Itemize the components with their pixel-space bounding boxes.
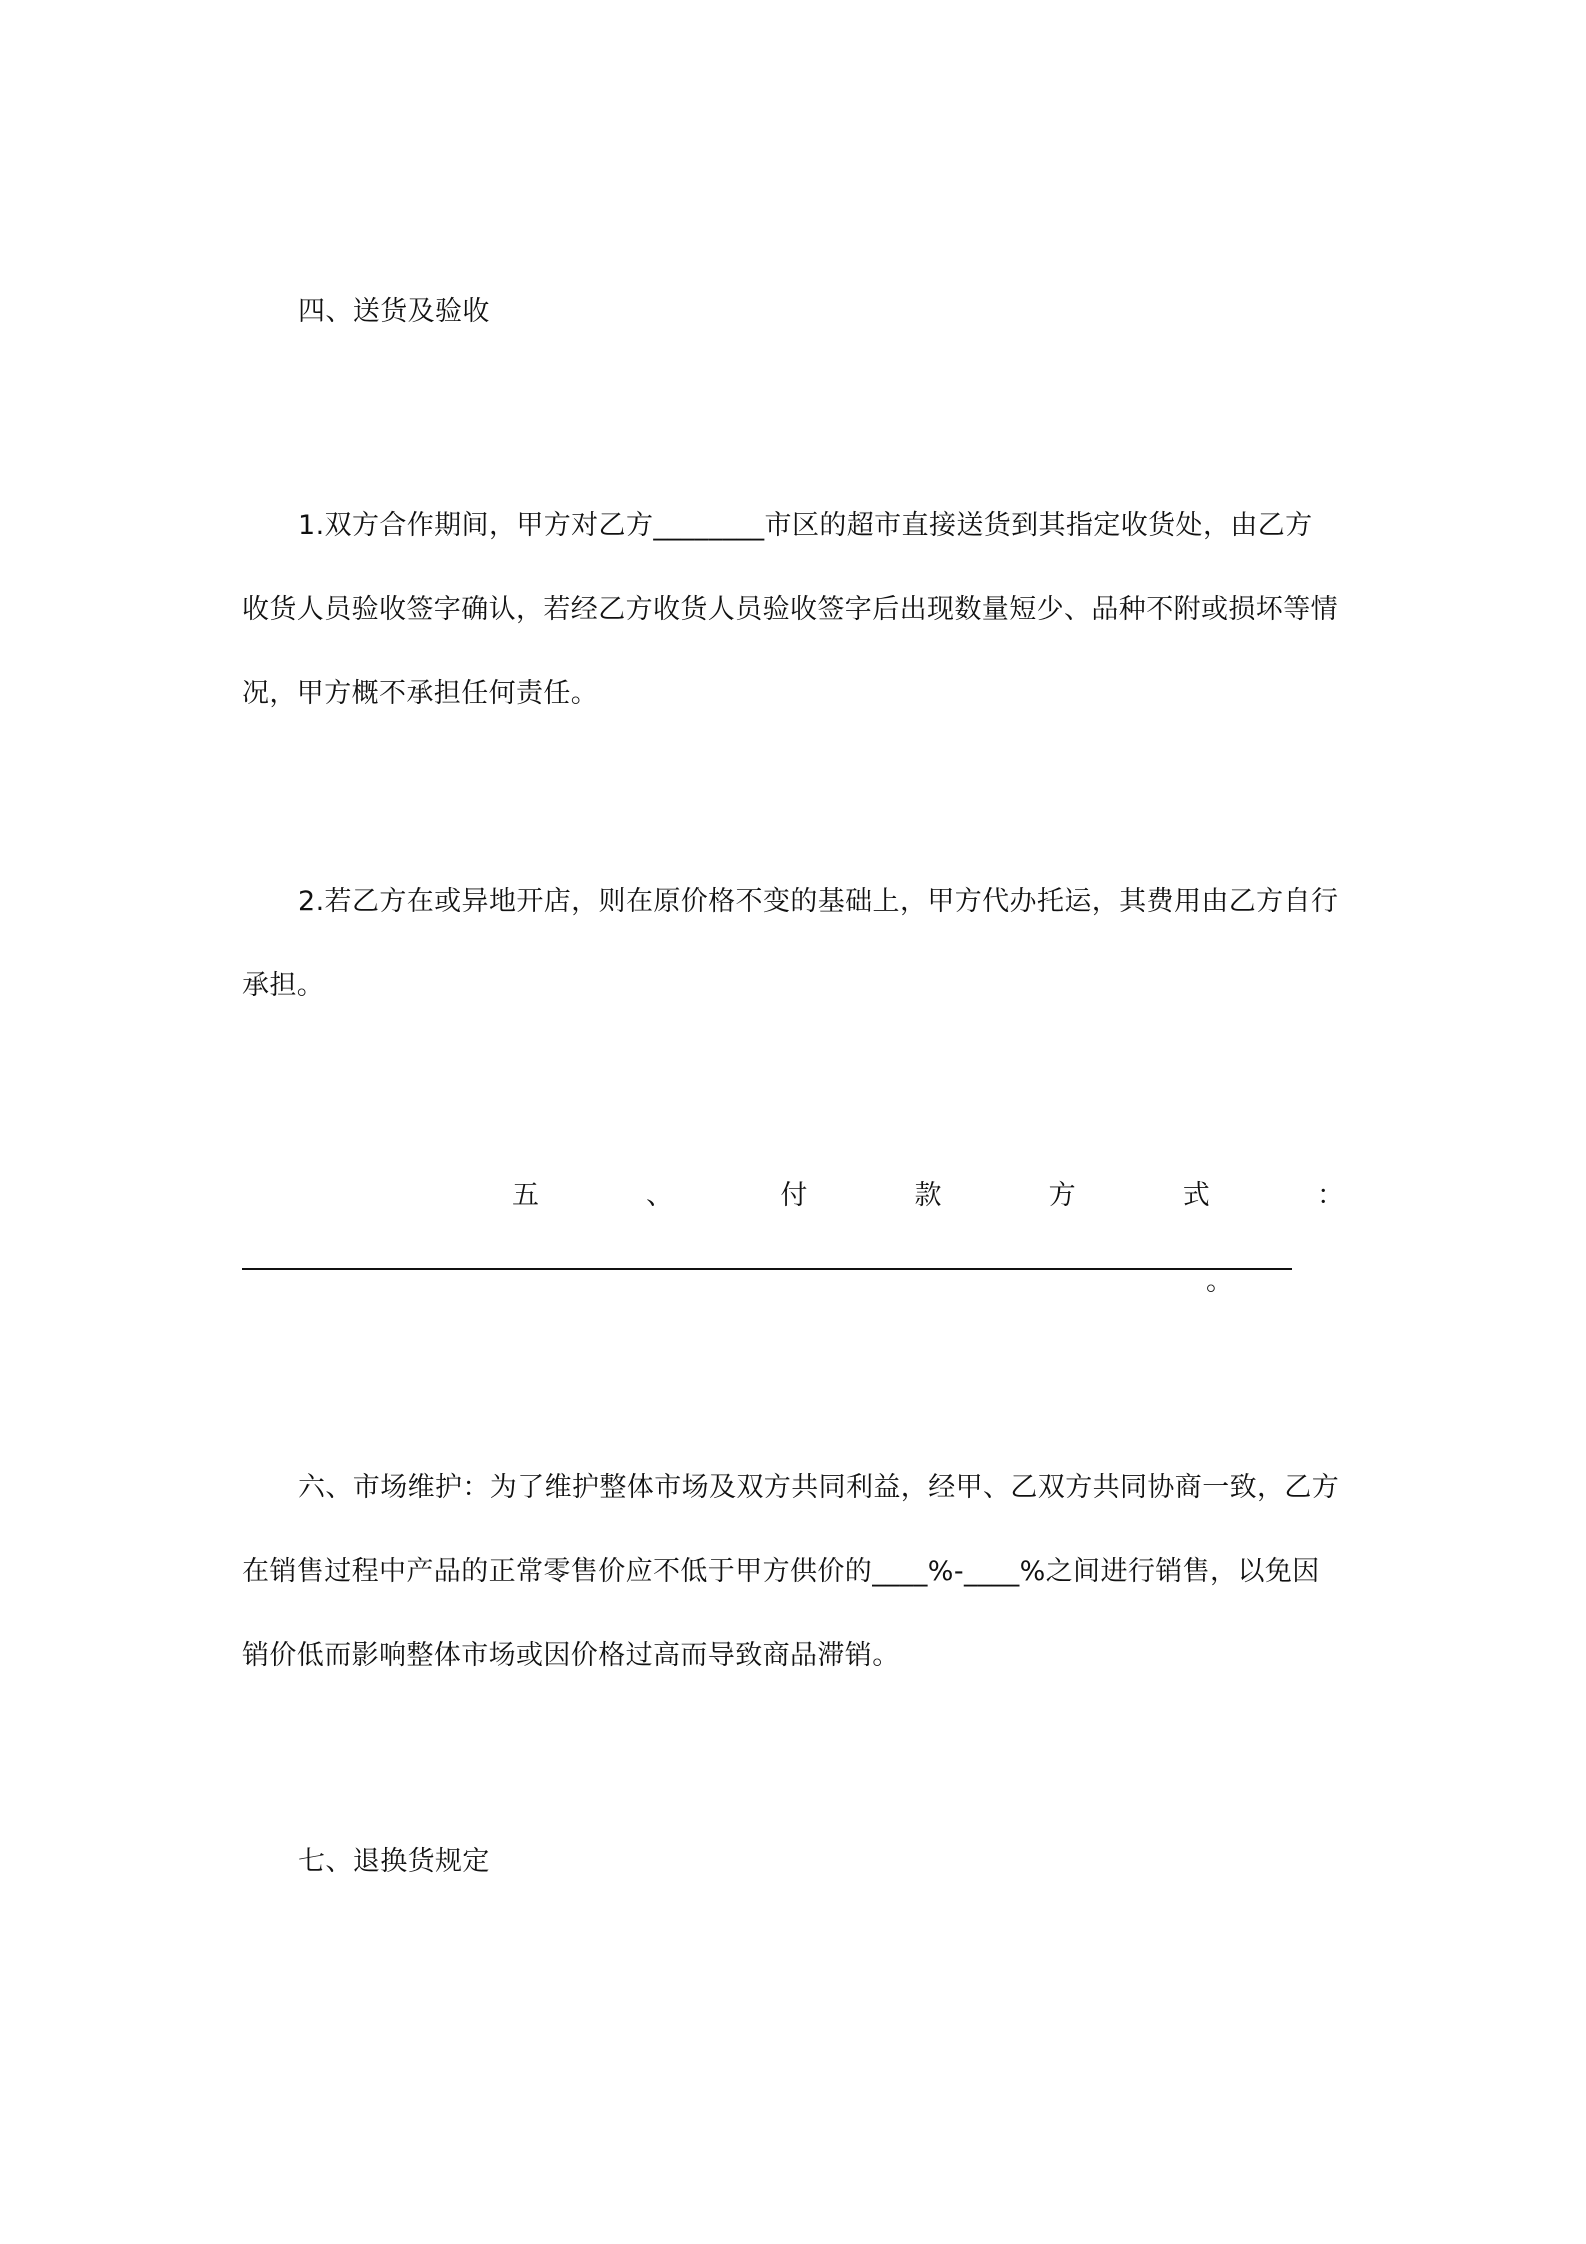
section-7-heading: 七、退换货规定 (298, 1846, 490, 1877)
section-5-char: 、 (646, 1180, 674, 1211)
section-6-line-2: 在销售过程中产品的正常零售价应不低于甲方供价的____%-____%之间进行销售，以免因 (242, 1556, 1320, 1587)
section-5-char: 付 (780, 1180, 808, 1211)
section-4-heading: 四、送货及验收 (298, 296, 490, 327)
section-5-char: 式 (1182, 1180, 1210, 1211)
section-6-line-1: 六、市场维护：为了维护整体市场及双方共同利益，经甲、乙双方共同协商一致，乙方 (298, 1472, 1340, 1503)
payment-method-blank-line (242, 1268, 1292, 1270)
payment-method-end-mark: 。 (1206, 1266, 1233, 1297)
item-1-line-3: 况，甲方概不承担任何责任。 (242, 678, 599, 709)
item-2-line-2: 承担。 (242, 970, 325, 1001)
item-1-line-2: 收货人员验收签字确认，若经乙方收货人员验收签字后出现数量短少、品种不附或损坏等情 (242, 594, 1338, 625)
section-5-heading (512, 1176, 1344, 1216)
section-6-line-3: 销价低而影响整体市场或因价格过高而导致商品滞销。 (242, 1640, 900, 1671)
section-5-char: 方 (1048, 1180, 1076, 1211)
section-5-char: ： (1316, 1180, 1344, 1211)
section-5-char: 款 (914, 1180, 942, 1211)
section-5-char: 五 (512, 1180, 539, 1211)
item-1-line-1: 1.双方合作期间，甲方对乙方________市区的超市直接送货到其指定收货处，由乙方 (298, 510, 1313, 541)
item-2-line-1: 2.若乙方在或异地开店，则在原价格不变的基础上，甲方代办托运，其费用由乙方自行 (298, 886, 1339, 917)
